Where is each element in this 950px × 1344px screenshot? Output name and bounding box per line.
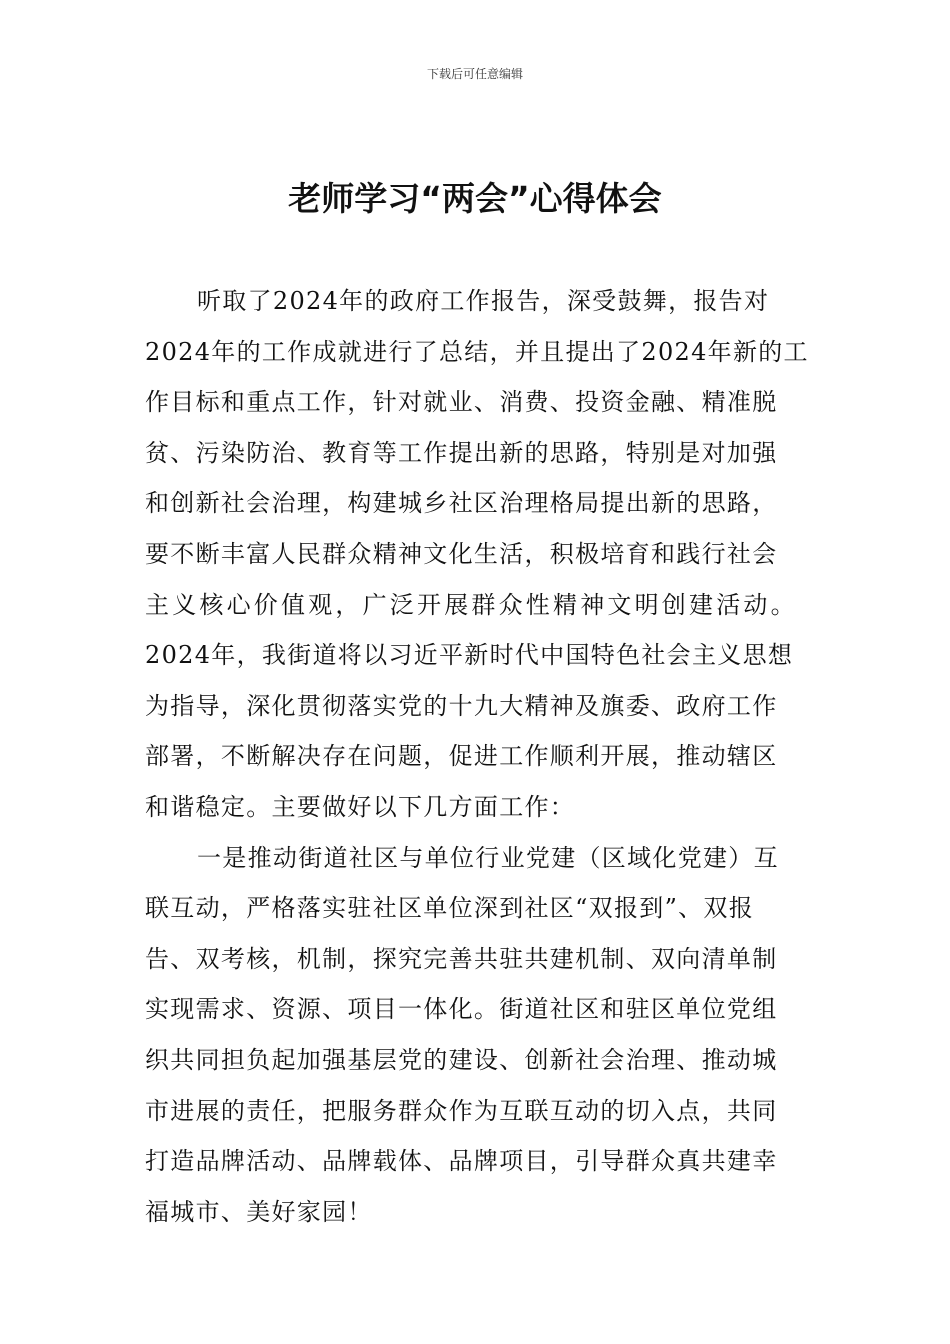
paragraph-2-line-7: 打造品牌活动、品牌载体、品牌项目，引导群众真共建幸 <box>145 1147 778 1176</box>
paragraph-1-line-11: 和谐稳定。主要做好以下几方面工作： <box>145 792 576 821</box>
paragraph-2-line-8: 福城市、美好家园！ <box>145 1197 373 1226</box>
document-title: 老师学习“两会”心得体会 <box>288 179 662 218</box>
paragraph-1-line-3: 作目标和重点工作，针对就业、消费、投资金融、精准脱 <box>145 388 778 417</box>
paragraph-1-line-9: 为指导，深化贯彻落实党的十九大精神及旗委、政府工作 <box>145 691 778 720</box>
document-body <box>145 276 835 1237</box>
paragraph-1-line-6: 要不断丰富人民群众精神文化生活，积极培育和践行社会 <box>145 539 778 568</box>
paragraph-1-line-7: 主义核心价值观，广泛开展群众性精神文明创建活动。 <box>145 590 798 619</box>
paragraph-1-line-1: 听取了2024年的政府工作报告，深受鼓舞，报告对 <box>197 287 770 315</box>
paragraph-2-line-6: 市进展的责任，把服务群众作为互联互动的切入点，共同 <box>145 1096 778 1125</box>
paragraph-2-line-1: 一是推动街道社区与单位行业党建（区域化党建）互 <box>197 843 779 872</box>
paragraph-2-line-4: 实现需求、资源、项目一体化。街道社区和驻区单位党组 <box>145 995 778 1024</box>
paragraph-2-line-2: 联互动，严格落实驻社区单位深到社区“双报到”、双报 <box>145 894 755 923</box>
paragraph-1-line-8: 2024年，我街道将以习近平新时代中国特色社会主义思想 <box>145 641 794 670</box>
paragraph-2-line-3: 告、双考核，机制，探究完善共驻共建机制、双向清单制 <box>145 944 778 973</box>
paragraph-1-line-10: 部署，不断解决存在问题，促进工作顺利开展，推动辖区 <box>145 742 778 771</box>
paragraph-2-line-5: 织共同担负起加强基层党的建设、创新社会治理、推动城 <box>145 1045 778 1074</box>
paragraph-1-line-2: 2024年的工作成就进行了总结，并且提出了2024年新的工 <box>145 337 809 366</box>
paragraph-1-line-4: 贫、污染防治、教育等工作提出新的思路，特别是对加强 <box>145 438 778 467</box>
page-header-note: 下载后可任意编辑 <box>426 67 523 81</box>
paragraph-1-line-5: 和创新社会治理，构建城乡社区治理格局提出新的思路， <box>145 489 778 518</box>
